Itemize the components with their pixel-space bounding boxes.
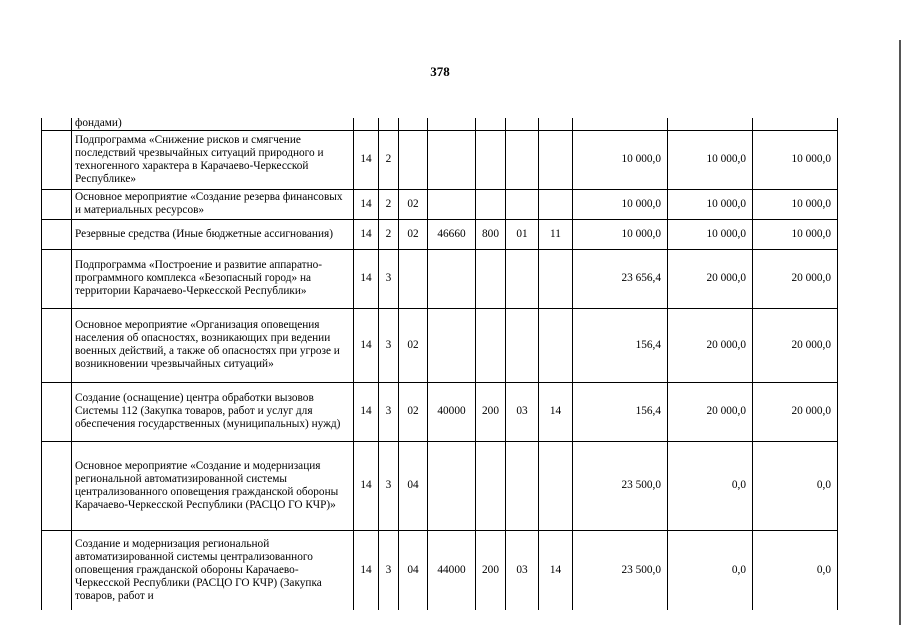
amount-year-3-cell: 0,0 [753,530,838,610]
code-subchapter-cell [539,189,573,219]
code-activity-cell: 02 [399,382,428,441]
code-direction-cell: 46660 [428,219,476,249]
table-row [42,249,838,308]
code-subchapter-cell: 14 [539,530,573,610]
item-name-cell: Создание (оснащение) центра обработки вызовов Системы 112 (Закупка товаров, работ и услуг для обеспечения государственных (муниципальных) нужд) [72,382,354,441]
amount-year-3-cell: 10 000,0 [753,130,838,189]
amount-year-1-cell: 10 000,0 [573,189,668,219]
code-direction-cell: 44000 [428,530,476,610]
code-expense-type-cell [476,130,506,189]
code-chapter-cell [506,130,539,189]
amount-year-3-cell [753,118,838,130]
code-chapter-cell: 03 [506,382,539,441]
code-activity-cell: 02 [399,189,428,219]
table-row [42,382,838,441]
amount-year-3-cell: 10 000,0 [753,219,838,249]
code-subchapter-cell [539,118,573,130]
code-subsection-cell: 2 [379,219,399,249]
row-number-cell [42,118,72,130]
amount-year-2-cell: 10 000,0 [668,130,753,189]
amount-year-2-cell: 0,0 [668,441,753,530]
amount-year-1-cell: 23 500,0 [573,441,668,530]
amount-year-2-cell: 20 000,0 [668,382,753,441]
item-name-cell: Подпрограмма «Снижение рисков и смягчение последствий чрезвычайных ситуаций природного и техногенного характера в Карачаево-Черкесской Республике» [72,130,354,189]
table-row [42,441,838,530]
amount-year-2-cell: 10 000,0 [668,219,753,249]
code-direction-cell [428,249,476,308]
page-number: 378 [430,64,450,79]
table-row [42,530,838,610]
code-activity-cell: 02 [399,308,428,382]
row-number-cell [42,130,72,189]
code-activity-cell [399,249,428,308]
code-section-cell: 14 [354,382,379,441]
code-direction-cell: 40000 [428,382,476,441]
code-chapter-cell [506,118,539,130]
code-expense-type-cell [476,441,506,530]
code-direction-cell [428,118,476,130]
code-subsection-cell: 3 [379,249,399,308]
item-name-cell: Основное мероприятие «Организация оповещения населения об опасностях, возникающих при ведении военных действий, а также об опасностях при угрозе и возникновении чрезвычайных ситуаций» [72,308,354,382]
item-name-cell: фондами) [72,118,354,130]
code-direction-cell [428,130,476,189]
code-subsection-cell [379,118,399,130]
code-activity-cell: 04 [399,530,428,610]
code-section-cell: 14 [354,130,379,189]
code-subchapter-cell [539,441,573,530]
item-name-cell: Создание и модернизация региональной автоматизированной системы централизованного оповещения гражданской обороны Карачаево-Черкесской Республики (РАСЦО ГО КЧР) (Закупка товаров, работ и [72,530,354,610]
code-chapter-cell: 01 [506,219,539,249]
budget-table [41,118,838,610]
code-chapter-cell [506,308,539,382]
code-section-cell [354,118,379,130]
code-section-cell: 14 [354,189,379,219]
table-row [42,219,838,249]
amount-year-1-cell [573,118,668,130]
code-activity-cell: 04 [399,441,428,530]
code-activity-cell: 02 [399,219,428,249]
item-name-cell: Основное мероприятие «Создание и модернизация региональной автоматизированной системы централизованного оповещения гражданской обороны Карачаево-Черкесской Республики (РАСЦО ГО КЧР)» [72,441,354,530]
amount-year-3-cell: 10 000,0 [753,189,838,219]
code-expense-type-cell: 800 [476,219,506,249]
table-row [42,189,838,219]
code-subsection-cell: 3 [379,530,399,610]
code-expense-type-cell [476,189,506,219]
code-subchapter-cell [539,308,573,382]
code-expense-type-cell [476,249,506,308]
code-expense-type-cell: 200 [476,382,506,441]
row-number-cell [42,189,72,219]
row-number-cell [42,308,72,382]
amount-year-1-cell: 10 000,0 [573,219,668,249]
amount-year-1-cell: 23 656,4 [573,249,668,308]
row-number-cell [42,441,72,530]
item-name-cell: Основное мероприятие «Создание резерва финансовых и материальных ресурсов» [72,189,354,219]
page-edge-line [899,40,901,625]
row-number-cell [42,219,72,249]
code-subsection-cell: 3 [379,308,399,382]
code-section-cell: 14 [354,530,379,610]
code-subsection-cell: 2 [379,189,399,219]
row-number-cell [42,530,72,610]
code-expense-type-cell [476,118,506,130]
code-activity-cell [399,118,428,130]
amount-year-2-cell: 10 000,0 [668,189,753,219]
code-chapter-cell [506,189,539,219]
table-row [42,118,838,130]
code-section-cell: 14 [354,441,379,530]
amount-year-3-cell: 20 000,0 [753,249,838,308]
code-expense-type-cell [476,308,506,382]
code-section-cell: 14 [354,249,379,308]
row-number-cell [42,382,72,441]
item-name-cell: Подпрограмма «Построение и развитие аппаратно-программного комплекса «Безопасный город» на территории Карачаево-Черкесской Республики» [72,249,354,308]
budget-table-body [42,118,838,610]
amount-year-3-cell: 0,0 [753,441,838,530]
amount-year-2-cell: 0,0 [668,530,753,610]
code-subchapter-cell [539,130,573,189]
table-row [42,130,838,189]
amount-year-1-cell: 156,4 [573,382,668,441]
code-subsection-cell: 3 [379,382,399,441]
amount-year-2-cell [668,118,753,130]
code-direction-cell [428,308,476,382]
code-section-cell: 14 [354,219,379,249]
amount-year-3-cell: 20 000,0 [753,382,838,441]
code-activity-cell [399,130,428,189]
code-subsection-cell: 3 [379,441,399,530]
code-chapter-cell: 03 [506,530,539,610]
amount-year-2-cell: 20 000,0 [668,249,753,308]
amount-year-3-cell: 20 000,0 [753,308,838,382]
code-direction-cell [428,189,476,219]
code-direction-cell [428,441,476,530]
code-chapter-cell [506,249,539,308]
code-subchapter-cell: 14 [539,382,573,441]
item-name-cell: Резервные средства (Иные бюджетные ассигнования) [72,219,354,249]
table-row [42,308,838,382]
amount-year-1-cell: 156,4 [573,308,668,382]
amount-year-1-cell: 10 000,0 [573,130,668,189]
code-subchapter-cell: 11 [539,219,573,249]
code-subchapter-cell [539,249,573,308]
code-subsection-cell: 2 [379,130,399,189]
code-chapter-cell [506,441,539,530]
amount-year-2-cell: 20 000,0 [668,308,753,382]
code-expense-type-cell: 200 [476,530,506,610]
amount-year-1-cell: 23 500,0 [573,530,668,610]
code-section-cell: 14 [354,308,379,382]
row-number-cell [42,249,72,308]
